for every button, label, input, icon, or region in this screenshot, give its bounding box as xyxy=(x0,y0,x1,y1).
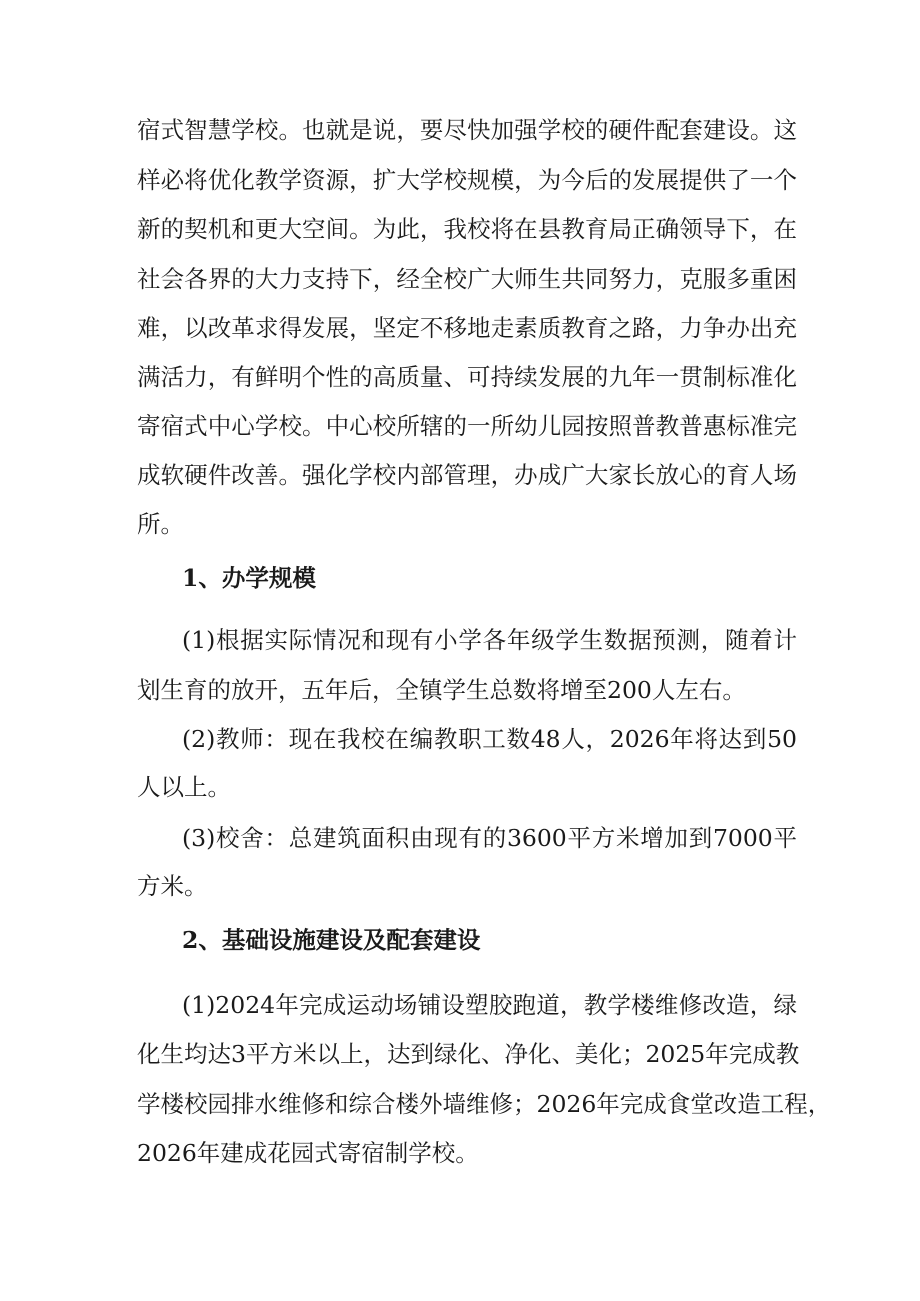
intro-line-5: 难，以改革求得发展，坚定不移地走素质教育之路，力争办出充 xyxy=(137,314,797,342)
intro-line-7: 寄宿式中心学校。中心校所辖的一所幼儿园按照普教普惠标准完 xyxy=(137,412,797,440)
section2-item1-line-3: 学楼校园排水维修和综合楼外墙维修；2026年完成食堂改造工程， xyxy=(137,1090,832,1118)
intro-line-3: 新的契机和更大空间。为此，我校将在县教育局正确领导下，在 xyxy=(137,215,797,243)
section1-item2-line-2: 人以上。 xyxy=(137,773,231,801)
intro-line-8: 成软硬件改善。强化学校内部管理，办成广大家长放心的育人场 xyxy=(137,461,797,489)
intro-line-2: 样必将优化教学资源，扩大学校规模，为今后的发展提供了一个 xyxy=(137,166,797,194)
section2-heading: 2、基础设施建设及配套建设 xyxy=(182,926,481,954)
section1-item3-line-2: 方米。 xyxy=(137,872,208,900)
section1-item3-line-1: (3)校舍：总建筑面积由现有的3600平方米增加到7000平 xyxy=(182,824,797,852)
intro-line-9: 所。 xyxy=(137,510,184,538)
section2-item1-line-2: 化生均达3平方米以上，达到绿化、净化、美化；2025年完成教 xyxy=(137,1040,800,1068)
section2-item1-line-4: 2026年建成花园式寄宿制学校。 xyxy=(137,1139,479,1167)
section1-item1-line-2: 划生育的放开，五年后，全镇学生总数将增至200人左右。 xyxy=(137,676,746,704)
section1-heading: 1、办学规模 xyxy=(182,564,316,592)
section2-item1-line-1: (1)2024年完成运动场铺设塑胶跑道，教学楼维修改造，绿 xyxy=(182,991,797,1019)
section1-item2-line-1: (2)教师：现在我校在编教职工数48人，2026年将达到50 xyxy=(182,725,797,753)
intro-line-4: 社会各界的大力支持下，经全校广大师生共同努力，克服多重困 xyxy=(137,265,797,293)
intro-line-1: 宿式智慧学校。也就是说，要尽快加强学校的硬件配套建设。这 xyxy=(137,116,797,144)
intro-line-6: 满活力，有鲜明个性的高质量、可持续发展的九年一贯制标准化 xyxy=(137,363,797,391)
section1-item1-line-1: (1)根据实际情况和现有小学各年级学生数据预测，随着计 xyxy=(182,626,797,654)
